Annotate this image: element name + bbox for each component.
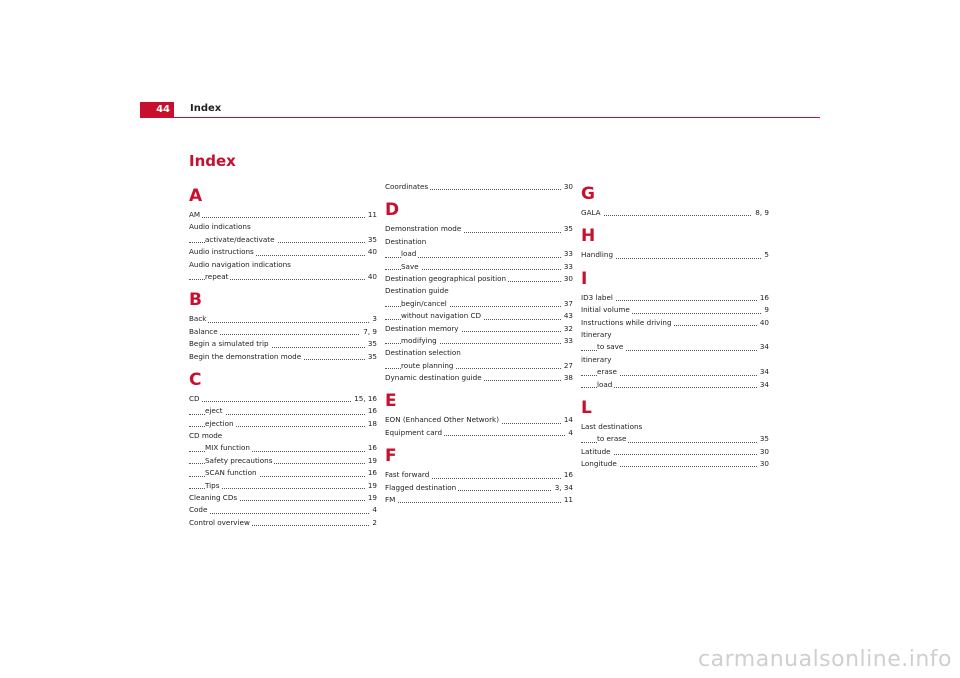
index-page-reference: 15, 16 xyxy=(351,393,377,405)
index-entry xyxy=(385,372,573,384)
index-entry-text: Audio navigation indications xyxy=(189,259,291,269)
index-entry-text: Handling xyxy=(581,250,614,260)
index-entry xyxy=(385,323,573,335)
index-section-letter: E xyxy=(385,391,397,412)
index-page-reference: 18 xyxy=(365,418,377,430)
index-entry-text: route planning xyxy=(401,360,454,370)
index-subentry xyxy=(189,455,377,467)
index-entry-text: Longitude xyxy=(581,459,617,469)
index-subentry xyxy=(581,366,769,378)
index-section-letter: D xyxy=(385,200,400,221)
index-entry-text: without navigation CD xyxy=(401,311,482,321)
index-entry-text: Balance xyxy=(189,326,218,336)
index-subentry xyxy=(581,433,769,445)
index-page-reference: 33 xyxy=(561,335,573,347)
index-entry-text: AM xyxy=(189,210,201,219)
index-entry-text: MIX function xyxy=(205,443,250,453)
index-page-reference: 38 xyxy=(561,372,573,384)
index-section-letter: I xyxy=(581,268,588,289)
index-entry-text: Cleaning CDs xyxy=(189,493,238,503)
index-entry-text: ejection xyxy=(205,418,234,428)
index-page-reference: 16 xyxy=(561,469,573,481)
index-entry-text: Back xyxy=(189,314,207,324)
index-subentry xyxy=(189,467,377,479)
index-section-letter: G xyxy=(581,184,595,204)
index-entry-text: Demonstration mode xyxy=(385,224,462,234)
index-section-letter: H xyxy=(581,226,596,247)
index-page-reference: 32 xyxy=(561,323,573,335)
index-page-reference: 30 xyxy=(561,181,573,193)
index-entry-text: Begin a simulated trip xyxy=(189,339,269,349)
index-page-reference: 34 xyxy=(757,366,769,378)
index-entry-text: GALA xyxy=(581,208,601,217)
index-entry-text: to erase xyxy=(597,434,627,444)
page-title: Index xyxy=(189,152,236,170)
index-section-letter: F xyxy=(385,446,397,467)
index-entry-text: Begin the demonstration mode xyxy=(189,351,302,361)
index-entry xyxy=(189,326,377,338)
index-entry-text: Destination selection xyxy=(385,348,461,358)
index-subentry xyxy=(189,271,377,283)
dot-leader xyxy=(385,502,573,503)
index-page-reference: 3 xyxy=(369,313,377,325)
index-entry-text: Control overview xyxy=(189,517,250,527)
index-entry xyxy=(581,317,769,329)
index-entry-text: CD xyxy=(189,393,200,403)
index-entry-text: Audio indications xyxy=(189,222,251,232)
index-subentry xyxy=(581,341,769,353)
index-page-reference: 37 xyxy=(561,298,573,310)
index-page-reference: 19 xyxy=(365,455,377,467)
index-entry-text: Last destinations xyxy=(581,421,643,431)
index-entry xyxy=(189,259,377,271)
index-entry xyxy=(189,338,377,350)
index-page-reference: 11 xyxy=(561,494,573,506)
index-page-reference: 30 xyxy=(757,458,769,470)
index-column-1 xyxy=(189,183,377,529)
index-entry xyxy=(581,446,769,458)
index-page-reference: 35 xyxy=(365,351,377,363)
index-entry xyxy=(189,492,377,504)
index-page-reference: 40 xyxy=(757,317,769,329)
index-entry-text: Coordinates xyxy=(385,182,429,191)
page-number-badge: 44 xyxy=(140,102,174,118)
index-entry-text: Itinerary xyxy=(581,329,612,339)
index-entry-text: Save xyxy=(401,261,419,271)
index-page-reference: 19 xyxy=(365,492,377,504)
index-entry-text: erase xyxy=(597,367,617,377)
index-entry xyxy=(385,494,573,506)
index-entry-text: Safety precautions xyxy=(205,455,273,465)
index-subentry xyxy=(189,480,377,492)
index-page-reference: 30 xyxy=(757,446,769,458)
index-entry xyxy=(189,221,377,233)
index-entry-text: Code xyxy=(189,505,208,515)
index-column-2 xyxy=(385,181,573,506)
index-page-reference: 16 xyxy=(365,405,377,417)
index-entry-text: Equipment card xyxy=(385,427,443,437)
index-entry-text: activate/deactivate xyxy=(205,234,275,244)
index-entry xyxy=(385,482,573,494)
index-entry-text: Latitude xyxy=(581,446,611,456)
index-entry-text: begin/cancel xyxy=(401,298,447,308)
index-entry-text: Dynamic destination guide xyxy=(385,373,482,383)
index-subentry xyxy=(189,418,377,430)
index-page-reference: 4 xyxy=(565,427,573,439)
index-page-reference: 34 xyxy=(757,379,769,391)
index-entry xyxy=(581,329,769,341)
index-entry xyxy=(385,181,573,193)
index-entry xyxy=(385,414,573,426)
index-entry-text: FM xyxy=(385,495,396,505)
index-entry xyxy=(189,209,377,221)
index-entry xyxy=(581,249,769,261)
index-entry xyxy=(385,469,573,481)
index-entry-text: CD mode xyxy=(189,431,223,441)
dot-leader xyxy=(189,401,377,402)
index-entry xyxy=(189,246,377,258)
dot-leader xyxy=(189,217,377,218)
index-page-reference: 5 xyxy=(761,249,769,261)
index-entry xyxy=(189,504,377,516)
index-page-reference: 35 xyxy=(365,338,377,350)
index-page-reference: 34 xyxy=(757,341,769,353)
index-page-reference: 35 xyxy=(365,234,377,246)
index-entry-text: ID3 label xyxy=(581,292,613,302)
index-subentry xyxy=(189,405,377,417)
index-page-reference: 35 xyxy=(757,433,769,445)
header-divider xyxy=(174,117,820,118)
header-section-title: Index xyxy=(190,103,222,114)
index-page-reference: 16 xyxy=(365,467,377,479)
dot-leader xyxy=(581,215,769,216)
index-subentry xyxy=(385,298,573,310)
index-subentry xyxy=(189,234,377,246)
index-entry xyxy=(385,273,573,285)
index-entry xyxy=(189,313,377,325)
index-page-reference: 40 xyxy=(365,246,377,258)
index-entry xyxy=(189,393,377,405)
index-column-3 xyxy=(581,181,769,470)
index-page-reference: 33 xyxy=(561,261,573,273)
index-entry-text: SCAN function xyxy=(205,468,257,478)
index-entry-text: Flagged destination xyxy=(385,482,457,492)
index-page-reference: 2 xyxy=(369,517,377,529)
index-section-letter: B xyxy=(189,290,202,311)
index-entry xyxy=(189,517,377,529)
index-entry xyxy=(581,207,769,219)
index-page-reference: 9 xyxy=(761,304,769,316)
index-entry xyxy=(581,354,769,366)
index-subentry xyxy=(385,310,573,322)
index-page-reference: 19 xyxy=(365,480,377,492)
index-entry-text: Tips xyxy=(205,480,220,490)
index-entry xyxy=(581,304,769,316)
watermark: carmanualsonline.info xyxy=(698,647,952,672)
index-page-reference: 33 xyxy=(561,248,573,260)
index-entry-text: Destination xyxy=(385,236,427,246)
index-entry-text: Destination guide xyxy=(385,286,449,296)
index-subentry xyxy=(189,442,377,454)
index-page-reference: 4 xyxy=(369,504,377,516)
index-entry xyxy=(385,347,573,359)
index-subentry xyxy=(385,360,573,372)
index-entry-text: Destination geographical position xyxy=(385,273,507,283)
dot-leader xyxy=(189,322,377,323)
index-entry-text: Audio instructions xyxy=(189,247,254,257)
index-page-reference: 14 xyxy=(561,414,573,426)
index-page-reference: 43 xyxy=(561,310,573,322)
index-entry-text: EON (Enhanced Other Network) xyxy=(385,415,500,425)
index-entry xyxy=(385,285,573,297)
index-section-letter: C xyxy=(189,369,202,390)
index-subentry xyxy=(385,335,573,347)
index-entry-text: Initial volume xyxy=(581,305,630,315)
index-entry xyxy=(189,351,377,363)
index-entry-text: modifying xyxy=(401,335,437,345)
index-page-reference: 3, 34 xyxy=(552,482,573,494)
index-entry-text: Instructions while driving xyxy=(581,317,672,327)
index-entry-text: to save xyxy=(597,342,624,352)
index-subentry xyxy=(581,379,769,391)
index-page-reference: 40 xyxy=(365,271,377,283)
index-entry-text: Destination memory xyxy=(385,323,459,333)
index-page-reference: 16 xyxy=(757,292,769,304)
index-page-reference: 11 xyxy=(365,209,377,221)
index-entry-text: Fast forward xyxy=(385,470,430,480)
index-entry xyxy=(189,430,377,442)
index-entry-text: itinerary xyxy=(581,354,612,364)
index-page-reference: 30 xyxy=(561,273,573,285)
index-page-reference: 8, 9 xyxy=(752,207,769,219)
index-page-reference: 35 xyxy=(561,223,573,235)
index-page-reference: 27 xyxy=(561,360,573,372)
index-entry-text: load xyxy=(597,379,613,389)
index-subentry xyxy=(385,261,573,273)
index-entry xyxy=(385,236,573,248)
index-entry xyxy=(385,427,573,439)
index-entry xyxy=(385,223,573,235)
index-entry-text: eject xyxy=(205,406,223,416)
index-section-letter: L xyxy=(581,397,592,418)
index-page-reference: 7, 9 xyxy=(360,326,377,338)
dot-leader xyxy=(189,513,377,514)
index-entry-text: load xyxy=(401,249,417,259)
index-entry xyxy=(581,292,769,304)
index-page-reference: 16 xyxy=(365,442,377,454)
index-entry xyxy=(581,421,769,433)
index-entry xyxy=(581,458,769,470)
index-entry-text: repeat xyxy=(205,271,229,281)
index-section-letter: A xyxy=(189,186,203,206)
index-subentry xyxy=(385,248,573,260)
